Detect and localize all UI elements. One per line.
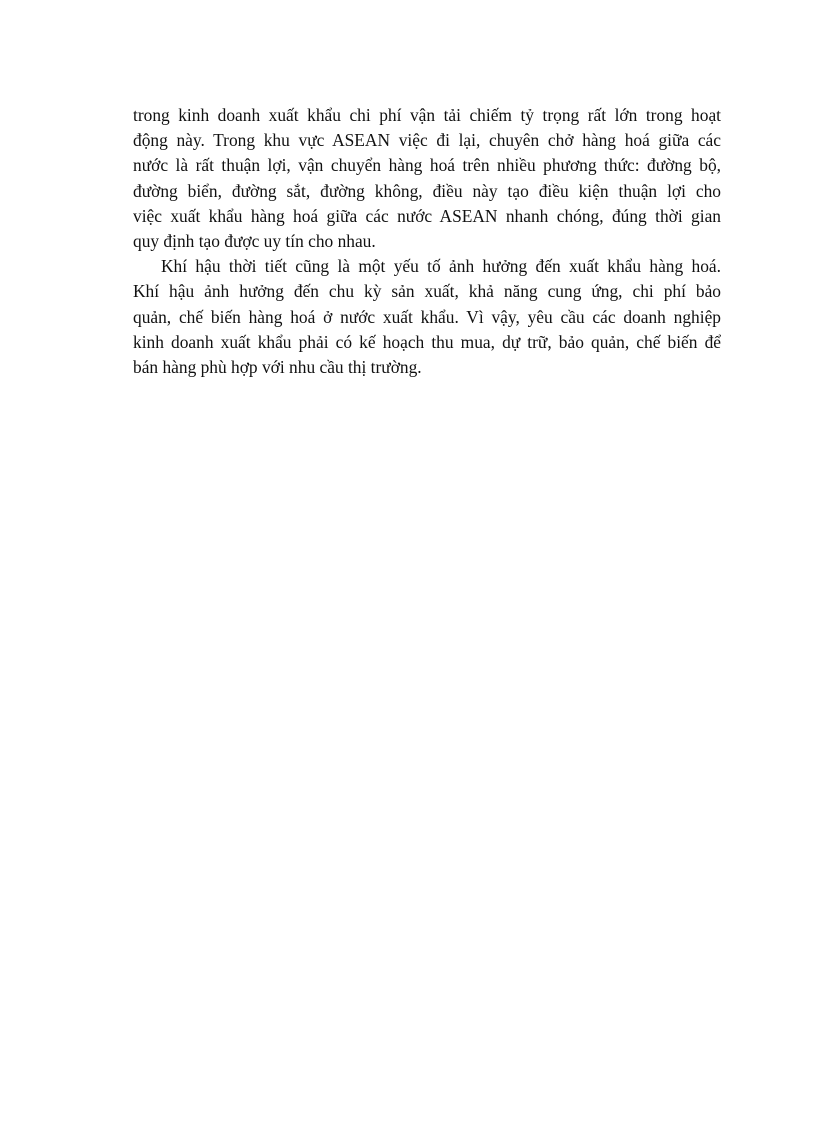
text-line: Khí hậu ảnh hưởng đến chu kỳ sản xuất, khả năng cung ứng, chi phí bảo: [133, 281, 721, 302]
text-line: việc xuất khẩu hàng hoá giữa các nước ASEAN nhanh chóng, đúng thời gian: [133, 205, 721, 226]
text-line: trong kinh doanh xuất khẩu chi phí vận tải chiếm tỷ trọng rất lớn trong hoạt: [133, 105, 721, 125]
text-line: quản, chế biến hàng hoá ở nước xuất khẩu. Vì vậy, yêu cầu các doanh nghiệp: [133, 306, 721, 327]
text-line: quy định tạo được uy tín cho nhau.: [133, 231, 376, 252]
text-line: đường biển, đường sắt, đường không, điều này tạo điều kiện thuận lợi cho: [133, 180, 721, 201]
text-line: bán hàng phù hợp với nhu cầu thị trường.: [133, 357, 422, 378]
text-line: kinh doanh xuất khẩu phải có kế hoạch thu mua, dự trữ, bảo quản, chế biến để: [133, 331, 721, 352]
paragraph-climate: [133, 254, 721, 380]
text-line: động này. Trong khu vực ASEAN việc đi lại, chuyên chở hàng hoá giữa các: [133, 130, 721, 151]
paragraph-transport: [133, 103, 721, 254]
text-line: Khí hậu thời tiết cũng là một yếu tố ảnh hưởng đến xuất khẩu hàng hoá.: [161, 256, 721, 277]
text-line: nước là rất thuận lợi, vận chuyển hàng hoá trên nhiều phương thức: đường bộ,: [133, 155, 721, 176]
document-body: [133, 103, 721, 380]
